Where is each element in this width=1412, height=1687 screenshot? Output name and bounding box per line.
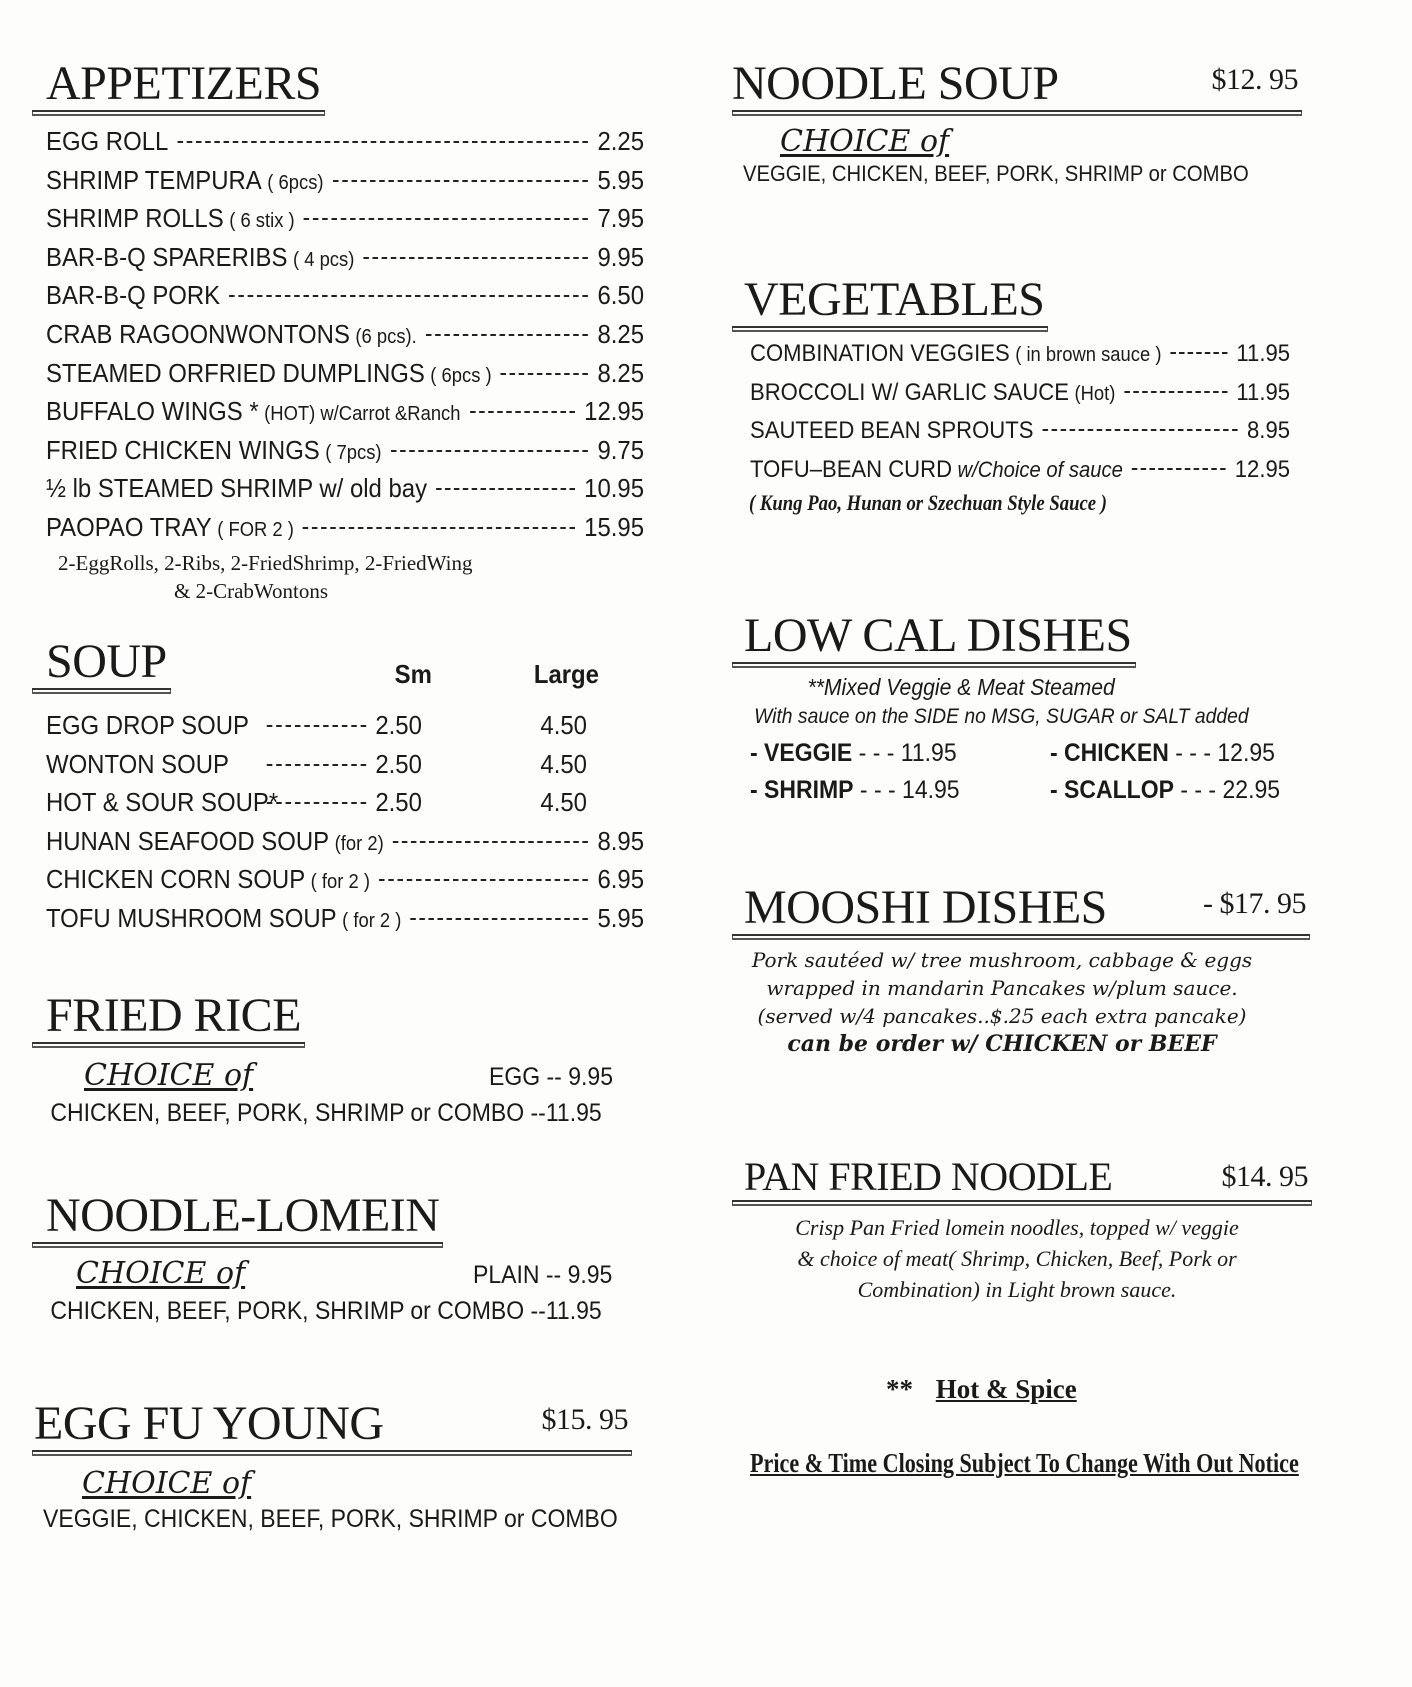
item-qualifier: ( in brown sauce ) bbox=[1015, 344, 1162, 366]
menu-item bbox=[750, 456, 1290, 495]
item-price: 8.25 bbox=[597, 357, 645, 388]
menu-item bbox=[46, 473, 644, 512]
low-cal-note2: With sauce on the SIDE no MSG, SUGAR or SALT added bbox=[754, 705, 1249, 728]
low-cal-item-price: 11.95 bbox=[900, 739, 957, 767]
dot-leader bbox=[364, 257, 589, 259]
item-name: BROCCOLI W/ GARLIC SAUCE bbox=[750, 378, 1069, 406]
item-price: 12.95 bbox=[1234, 455, 1291, 483]
dot-leader bbox=[501, 373, 588, 375]
item-price: 5.95 bbox=[597, 902, 645, 933]
mooshi-line: wrapped in mandarin Pancakes w/plum sauce. bbox=[766, 976, 1238, 1000]
low-cal-section bbox=[732, 610, 1382, 805]
item-qualifier: ( 6pcs ) bbox=[430, 364, 492, 387]
low-cal-item-price: 12.95 bbox=[1217, 739, 1275, 767]
menu-item bbox=[46, 710, 644, 749]
pan-fried-description bbox=[732, 1212, 1302, 1305]
soup-col-sm: Sm bbox=[394, 659, 432, 689]
menu-item bbox=[46, 749, 644, 788]
option-price: 9.95 bbox=[567, 1261, 612, 1289]
dot-leader bbox=[1132, 468, 1225, 470]
item-name: FRIED CHICKEN WINGS bbox=[46, 434, 320, 465]
menu-item bbox=[46, 203, 644, 242]
fried-rice-title: FRIED RICE bbox=[32, 990, 305, 1044]
dot-leader: - - - bbox=[852, 739, 901, 767]
soup-section bbox=[32, 636, 644, 942]
item-price: 9.95 bbox=[597, 241, 645, 272]
lomein-plain: PLAIN -- 9.95 bbox=[472, 1261, 612, 1289]
item-price: 11.95 bbox=[1236, 340, 1291, 367]
menu-item bbox=[46, 358, 644, 397]
item-name: STEAMED ORFRIED DUMPLINGS bbox=[46, 357, 425, 388]
dot-leader bbox=[436, 488, 575, 490]
dot-leader bbox=[393, 841, 588, 843]
item-price-sm: 2.50 bbox=[375, 748, 422, 779]
dot-leader bbox=[379, 879, 588, 881]
low-cal-title: LOW CAL DISHES bbox=[732, 610, 1136, 664]
dot-leader bbox=[267, 802, 366, 804]
menu-item bbox=[46, 512, 644, 551]
option-label: CHICKEN, BEEF, PORK, SHRIMP or COMBO bbox=[50, 1297, 525, 1325]
item-qualifier: ( 6 stix ) bbox=[229, 210, 295, 233]
item-price: 9.75 bbox=[597, 434, 645, 465]
menu-item bbox=[46, 396, 644, 435]
item-name: ½ lb STEAMED SHRIMP w/ old bay bbox=[46, 473, 428, 504]
item-price-large: 4.50 bbox=[540, 710, 587, 740]
mooshi-description bbox=[732, 946, 1272, 1058]
item-price: 11.95 bbox=[1236, 378, 1291, 406]
dot-leader bbox=[267, 764, 366, 766]
option-label: CHICKEN, BEEF, PORK, SHRIMP or COMBO bbox=[50, 1099, 525, 1127]
low-cal-item bbox=[750, 776, 1026, 805]
dot-leader bbox=[1171, 352, 1228, 354]
item-price-large: 4.50 bbox=[540, 748, 587, 779]
egg-fu-young-price: $15. 95 bbox=[541, 1403, 628, 1436]
low-cal-item-name: - SHRIMP bbox=[750, 776, 854, 804]
dot-leader: - - - bbox=[853, 776, 903, 804]
item-price: 15.95 bbox=[584, 511, 645, 542]
pan-fried-line: Crisp Pan Fried lomein noodles, topped w/ veggie bbox=[795, 1215, 1239, 1240]
item-price-sm: 2.50 bbox=[375, 710, 422, 740]
hot-spice-legend bbox=[732, 1374, 1382, 1405]
noodle-soup-options: VEGGIE, CHICKEN, BEEF, PORK, SHRIMP or COMBO bbox=[743, 161, 1249, 186]
tray-note bbox=[32, 549, 644, 605]
item-qualifier: (6 pcs). bbox=[355, 325, 417, 348]
low-cal-item-price: 14.95 bbox=[902, 776, 960, 804]
item-name: BAR-B-Q SPARERIBS bbox=[46, 241, 288, 272]
menu-item bbox=[46, 826, 644, 865]
item-qualifier: ( for 2 ) bbox=[310, 871, 370, 894]
item-name: PAOPAO TRAY bbox=[46, 511, 212, 542]
dot-leader: - - - bbox=[1173, 776, 1223, 804]
dot-leader bbox=[1125, 391, 1228, 393]
mooshi-line: Pork sautéed w/ tree mushroom, cabbage & eggs bbox=[751, 948, 1253, 972]
item-qualifier: ( for 2 ) bbox=[342, 909, 402, 932]
soup-title: SOUP bbox=[32, 636, 171, 690]
menu-item bbox=[46, 903, 644, 942]
option-price: 9.95 bbox=[568, 1063, 614, 1091]
item-price: 6.95 bbox=[597, 864, 645, 895]
vegetables-sauce-note: ( Kung Pao, Hunan or Szechuan Style Sauce ) bbox=[749, 490, 1107, 516]
item-qualifier: ( FOR 2 ) bbox=[217, 518, 294, 541]
item-qualifier: (HOT) w/Carrot &Ranch bbox=[264, 403, 461, 426]
item-name: SHRIMP ROLLS bbox=[46, 203, 224, 234]
item-qualifier: ( 7pcs) bbox=[325, 441, 382, 464]
noodle-soup-title: NOODLE SOUP bbox=[732, 57, 1059, 110]
low-cal-item-name: - VEGGIE bbox=[750, 739, 853, 767]
footer bbox=[732, 1374, 1382, 1478]
pan-fried-price: $14. 95 bbox=[1221, 1160, 1308, 1193]
item-price: 8.25 bbox=[597, 318, 645, 349]
menu-item bbox=[46, 126, 644, 165]
appetizers-section bbox=[32, 58, 644, 605]
item-name: EGG DROP SOUP bbox=[46, 710, 249, 740]
dot-leader bbox=[229, 295, 588, 297]
dot-leader bbox=[333, 180, 589, 182]
item-qualifier: w/Choice of sauce bbox=[957, 456, 1123, 482]
menu-item bbox=[46, 242, 644, 281]
soup-col-large: Large bbox=[534, 659, 600, 689]
item-price: 5.95 bbox=[597, 164, 645, 195]
item-qualifier: ( 4 pcs) bbox=[292, 248, 355, 271]
mooshi-line: (served w/4 pancakes..$.25 each extra pancake) bbox=[757, 1004, 1247, 1028]
fried-rice-egg: EGG -- 9.95 bbox=[489, 1063, 614, 1091]
option-label: EGG bbox=[489, 1063, 541, 1091]
item-name: CHICKEN CORN SOUP bbox=[46, 864, 306, 895]
menu-item bbox=[46, 787, 644, 826]
dot-leader bbox=[470, 411, 575, 413]
item-qualifier: (for 2) bbox=[334, 832, 384, 855]
closing-notice: Price & Time Closing Subject To Change With Out Notice bbox=[750, 1448, 1299, 1478]
menu-item bbox=[46, 280, 644, 319]
item-price: 10.95 bbox=[584, 473, 645, 504]
menu-item bbox=[750, 379, 1290, 418]
mooshi-line: can be order w/ CHICKEN or BEEF bbox=[787, 1031, 1217, 1057]
item-price-sm: 2.50 bbox=[375, 787, 422, 818]
lomein-section bbox=[32, 1190, 644, 1326]
dot-leader bbox=[1043, 429, 1238, 431]
egg-fu-young-section bbox=[32, 1394, 644, 1534]
lomein-combo: CHICKEN, BEEF, PORK, SHRIMP or COMBO --11.95 bbox=[50, 1297, 602, 1325]
soup-list-sizes bbox=[32, 710, 644, 826]
item-name: WONTON SOUP bbox=[46, 748, 229, 779]
egg-fu-young-title: EGG FU YOUNG bbox=[34, 1397, 384, 1450]
hot-spice-label: Hot & Spice bbox=[935, 1374, 1077, 1404]
item-name: SHRIMP TEMPURA bbox=[46, 164, 262, 195]
dot-leader bbox=[391, 450, 589, 452]
vegetables-title: VEGETABLES bbox=[732, 274, 1048, 328]
egg-fu-young-options: VEGGIE, CHICKEN, BEEF, PORK, SHRIMP or COMBO bbox=[43, 1505, 618, 1533]
low-cal-item-name: - SCALLOP bbox=[1050, 776, 1174, 804]
noodle-soup-section bbox=[732, 54, 1382, 187]
pan-fried-line: & choice of meat( Shrimp, Chicken, Beef, Pork or bbox=[797, 1246, 1237, 1271]
low-cal-item bbox=[1050, 739, 1289, 768]
item-price-large: 4.50 bbox=[540, 787, 587, 818]
dot-leader bbox=[303, 527, 575, 529]
noodle-soup-choice: CHOICE of bbox=[780, 124, 950, 159]
item-price: 7.95 bbox=[597, 203, 645, 234]
item-name: CRAB RAGOONWONTONS bbox=[46, 318, 350, 349]
low-cal-item bbox=[1050, 776, 1289, 805]
menu-item bbox=[46, 165, 644, 204]
option-label: PLAIN bbox=[472, 1261, 539, 1289]
item-price: 6.50 bbox=[597, 280, 645, 311]
appetizers-list bbox=[32, 126, 644, 551]
low-cal-grid bbox=[732, 739, 1382, 805]
item-price: 2.25 bbox=[597, 126, 645, 156]
lomein-choice: CHOICE of bbox=[76, 1256, 246, 1291]
fried-rice-section bbox=[32, 990, 644, 1128]
option-price: 11.95 bbox=[545, 1099, 602, 1127]
item-price: 8.95 bbox=[1247, 417, 1291, 445]
item-name: HUNAN SEAFOOD SOUP bbox=[46, 825, 330, 856]
noodle-soup-price: $12. 95 bbox=[1211, 63, 1298, 96]
egg-fu-young-choice: CHOICE of bbox=[82, 1466, 252, 1501]
fried-rice-combo: CHICKEN, BEEF, PORK, SHRIMP or COMBO --11.95 bbox=[50, 1099, 602, 1127]
pan-fried-section bbox=[732, 1154, 1382, 1305]
pan-fried-title: PAN FRIED NOODLE bbox=[744, 1154, 1113, 1199]
mooshi-title: MOOSHI DISHES bbox=[744, 881, 1107, 934]
dot-leader bbox=[178, 141, 589, 143]
dot-leader bbox=[304, 218, 588, 220]
tray-note-line: 2-EggRolls, 2-Ribs, 2-FriedShrimp, 2-FriedWing bbox=[58, 550, 473, 575]
tray-note-line: & 2-CrabWontons bbox=[174, 578, 329, 603]
menu-item bbox=[46, 435, 644, 474]
item-name: TOFU–BEAN CURD bbox=[750, 455, 953, 483]
vegetables-list bbox=[732, 340, 1290, 494]
item-price: 8.95 bbox=[597, 825, 645, 856]
low-cal-note1: **Mixed Veggie & Meat Steamed bbox=[807, 674, 1115, 700]
pan-fried-line: Combination) in Light brown sauce. bbox=[857, 1277, 1177, 1302]
lomein-title: NOODLE-LOMEIN bbox=[32, 1190, 443, 1244]
dot-leader bbox=[411, 918, 589, 920]
menu-item bbox=[46, 864, 644, 903]
hot-spice-prefix: ** bbox=[886, 1374, 913, 1404]
item-name: COMBINATION VEGGIES bbox=[750, 340, 1010, 367]
dot-leader bbox=[426, 334, 588, 336]
option-price: 11.95 bbox=[545, 1297, 602, 1325]
item-name: SAUTEED BEAN SPROUTS bbox=[750, 417, 1034, 445]
item-qualifier: (Hot) bbox=[1074, 382, 1116, 405]
item-name: TOFU MUSHROOM SOUP bbox=[46, 902, 337, 933]
soup-list-single bbox=[32, 826, 644, 942]
low-cal-item bbox=[750, 739, 1026, 768]
item-qualifier: ( 6pcs) bbox=[267, 171, 324, 194]
dot-leader bbox=[267, 725, 366, 727]
mooshi-price: - $17. 95 bbox=[1203, 887, 1306, 920]
menu-item bbox=[750, 340, 1290, 379]
mooshi-section bbox=[732, 878, 1382, 1058]
fried-rice-choice: CHOICE of bbox=[84, 1058, 254, 1093]
item-name: BAR-B-Q PORK bbox=[46, 280, 221, 311]
vegetables-section bbox=[732, 274, 1382, 516]
item-name: BUFFALO WINGS * bbox=[46, 396, 259, 427]
low-cal-item-price: 22.95 bbox=[1222, 776, 1281, 804]
item-name: HOT & SOUR SOUP* bbox=[46, 787, 279, 818]
low-cal-item-name: - CHICKEN bbox=[1050, 739, 1169, 767]
menu-item bbox=[46, 319, 644, 358]
appetizers-title: APPETIZERS bbox=[32, 58, 325, 112]
menu-item bbox=[750, 417, 1290, 456]
item-name: EGG ROLL bbox=[46, 126, 169, 156]
dot-leader: - - - bbox=[1168, 739, 1218, 767]
item-price: 12.95 bbox=[584, 396, 645, 427]
